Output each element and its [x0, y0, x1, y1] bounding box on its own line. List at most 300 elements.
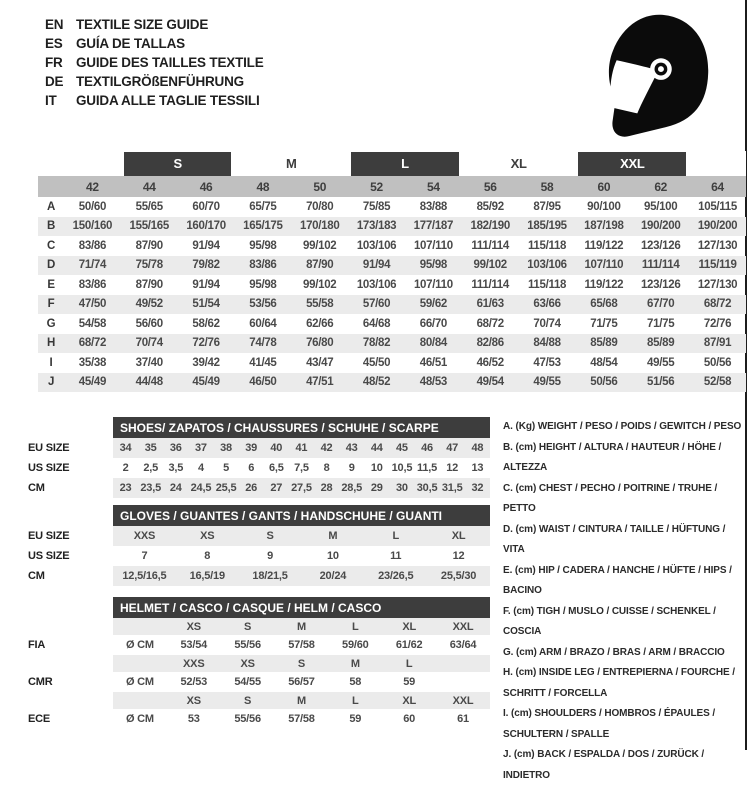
measure-value-cell: 68/72	[689, 295, 746, 315]
measure-value-cell: 66/70	[419, 317, 448, 330]
measure-value-cell: 46/52	[476, 356, 504, 369]
gloves-row-label: US SIZE	[28, 546, 113, 566]
shoes-value-cell: 25,5	[214, 478, 239, 498]
measure-value-cell: 37/40	[135, 356, 163, 369]
measure-value-cell: 91/94	[192, 239, 220, 252]
shoes-value-cell: 12	[440, 458, 465, 478]
measure-value-cell: 119/122	[584, 239, 624, 252]
language-title-list	[45, 15, 264, 110]
measure-value-cell: 47/50	[64, 295, 121, 315]
shoes-value-cell: 30,5	[415, 478, 440, 498]
measure-row-i	[38, 353, 746, 373]
size-group-cell	[462, 151, 576, 176]
measure-value-cell: 60/70	[192, 200, 220, 213]
helmet-diameter-label	[113, 692, 167, 709]
measure-value-cell: 41/45	[249, 356, 277, 369]
gloves-value-cell: 9	[239, 546, 302, 566]
measure-value-cell: 67/70	[632, 295, 689, 315]
shoes-value-cell: 7,5	[289, 458, 314, 478]
helmet-diameter-label: Ø CM	[113, 709, 167, 729]
helmet-value-cell: S	[221, 692, 275, 709]
gloves-value-cell: 11	[364, 546, 427, 566]
helmet-value-cell: S	[275, 655, 329, 672]
measure-value-cell: 83/86	[78, 278, 107, 291]
helmet-value-cell: S	[221, 618, 275, 635]
shoes-value-cell: 24	[163, 478, 188, 498]
measure-value-cell: 54/58	[78, 317, 107, 330]
measure-value-cell: 61/63	[462, 295, 519, 315]
gloves-value-cell: 20/24	[301, 566, 364, 586]
shoes-value-cell: 11,5	[415, 458, 440, 478]
spacer-cell	[689, 151, 746, 176]
measure-value-cell: 90/100	[587, 200, 621, 213]
shoes-value-cell: 2,5	[138, 458, 163, 478]
legend-item: D. (cm) WAIST / CINTURA / TAILLE / HÜFTUNG / VITA	[503, 523, 726, 555]
helmet-diameter-label: Ø CM	[113, 672, 167, 692]
gloves-value-cell: 25,5/30	[427, 566, 490, 586]
helmet-value-cell: XS	[167, 692, 221, 709]
measure-value-cell: 74/78	[234, 334, 291, 354]
measure-value-cell: 115/119	[689, 256, 746, 276]
gloves-table-body	[28, 505, 490, 586]
helmet-value-cell: XXL	[436, 618, 490, 635]
legend-item: I. (cm) SHOULDERS / HOMBROS / ÉPAULES / SCHULTERN / SPALLE	[503, 708, 716, 740]
measure-row-label: D	[38, 256, 64, 276]
shoes-value-cell: 45	[389, 438, 414, 458]
measure-value-cell: 87/91	[689, 334, 746, 354]
gloves-row-label: CM	[28, 566, 113, 586]
measure-row-label: E	[47, 278, 55, 291]
measure-value-cell: 103/106	[356, 278, 397, 291]
measure-value-cell: 55/58	[291, 295, 348, 315]
measure-row-label: I	[49, 356, 53, 369]
measure-value-cell: 59/62	[405, 295, 462, 315]
gloves-row	[28, 546, 490, 566]
shoes-table-body	[28, 417, 490, 498]
shoes-value-cell: 23,5	[138, 478, 163, 498]
shoes-value-cell: 6,5	[264, 458, 289, 478]
measure-value-cell: 165/175	[234, 217, 291, 237]
shoes-value-cell: 47	[440, 438, 465, 458]
measure-value-cell: 187/198	[575, 217, 632, 237]
helmet-standard-label	[28, 655, 113, 672]
measure-value-cell: 155/165	[121, 217, 178, 237]
legend-item: E. (cm) HIP / CADERA / HANCHE / HÜFTE / HIPS / BACINO	[503, 564, 732, 596]
shoes-value-cell: 23	[113, 478, 138, 498]
size-group-cell	[121, 151, 235, 176]
measure-row-label: J	[38, 373, 64, 393]
helmet-value-cell: XXS	[167, 655, 221, 672]
measure-value-cell: 35/38	[78, 356, 107, 369]
measure-value-cell: 71/75	[647, 317, 675, 330]
measure-row-h	[38, 334, 746, 354]
measure-value-cell: 87/90	[135, 239, 163, 252]
measure-row-d	[38, 256, 746, 276]
language-code: DE	[45, 74, 64, 89]
helmet-icon	[597, 10, 717, 138]
helmet-row-sizes	[28, 655, 490, 672]
measure-value-cell: 95/98	[249, 239, 277, 252]
size-header-cell: 42	[64, 176, 121, 197]
helmet-value-cell: 55/56	[221, 709, 275, 729]
shoes-row	[28, 478, 490, 498]
measure-value-cell: 83/86	[78, 239, 107, 252]
spacer-cell	[28, 597, 113, 618]
helmet-value-cell: 60	[382, 709, 436, 729]
helmet-value-cell: L	[382, 655, 436, 672]
measure-row-label: A	[46, 200, 55, 213]
gloves-row-label: EU SIZE	[28, 526, 113, 546]
measure-value-cell: 107/110	[413, 239, 453, 252]
helmet-value-cell: M	[275, 692, 329, 709]
gloves-value-cell: S	[239, 526, 302, 546]
gloves-value-cell: M	[301, 526, 364, 546]
helmet-value-cell: 59	[328, 709, 382, 729]
measure-value-cell: 127/130	[697, 239, 738, 252]
measure-value-cell: 99/102	[303, 239, 337, 252]
helmet-row-sizes	[28, 692, 490, 709]
size-header-cell: 48	[234, 176, 291, 197]
measure-value-cell: 52/58	[689, 373, 746, 393]
helmet-section-title: HELMET / CASCO / CASQUE / HELM / CASCO	[113, 597, 490, 618]
language-title: TEXTILE SIZE GUIDE	[76, 17, 209, 32]
measure-value-cell: 119/122	[584, 278, 624, 291]
measure-row-label: F	[38, 295, 64, 315]
shoes-value-cell: 9	[339, 458, 364, 478]
measure-value-cell: 123/126	[640, 239, 681, 252]
measure-value-cell: 111/114	[632, 256, 689, 276]
measure-row-c	[38, 236, 746, 256]
helmet-value-cell: 53	[167, 709, 221, 729]
measure-value-cell: 190/200	[689, 217, 746, 237]
measure-value-cell: 46/50	[234, 373, 291, 393]
legend-item: G. (cm) ARM / BRAZO / BRAS / ARM / BRACCIO	[503, 646, 725, 658]
shoes-value-cell: 10,5	[389, 458, 414, 478]
shoes-value-cell: 13	[465, 458, 490, 478]
gloves-row	[28, 526, 490, 546]
helmet-value-cell: 59/60	[328, 635, 382, 655]
helmet-value-cell: 61/62	[382, 635, 436, 655]
helmet-diameter-label	[113, 618, 167, 635]
helmet-row-ece	[28, 709, 490, 729]
measure-value-cell: 95/98	[249, 278, 277, 291]
measure-value-cell: 46/51	[419, 356, 448, 369]
language-row	[45, 15, 264, 34]
gloves-value-cell: 10	[301, 546, 364, 566]
measure-value-cell: 47/51	[291, 373, 348, 393]
helmet-row-fia	[28, 635, 490, 655]
corner-cell	[38, 176, 64, 197]
size-group-cell	[348, 151, 462, 176]
shoes-value-cell: 48	[465, 438, 490, 458]
measure-value-cell: 95/100	[644, 200, 678, 213]
helmet-value-cell: 59	[382, 672, 436, 692]
language-title: GUIDA ALLE TAGLIE TESSILI	[76, 93, 260, 108]
legend-item: H. (cm) INSIDE LEG / ENTREPIERNA / FOURCHE / SCHRITT / FORCELLA	[503, 667, 735, 699]
gloves-row	[28, 566, 490, 586]
measure-row-f	[38, 295, 746, 315]
helmet-value-cell: 63/64	[436, 635, 490, 655]
measure-value-cell: 50/60	[78, 200, 107, 213]
measure-value-cell: 115/118	[527, 239, 567, 252]
measure-value-cell: 44/48	[121, 373, 178, 393]
size-group-cell	[575, 151, 689, 176]
measure-value-cell: 95/98	[405, 256, 462, 276]
measure-row-j	[38, 373, 746, 393]
helmet-value-cell: M	[328, 655, 382, 672]
language-row	[45, 34, 264, 53]
measure-value-cell: 65/75	[249, 200, 277, 213]
shoes-value-cell: 26	[239, 478, 264, 498]
shoes-value-cell: 10	[364, 458, 389, 478]
shoes-value-cell: 8	[314, 458, 339, 478]
shoes-value-cell: 28	[314, 478, 339, 498]
spacer-cell	[28, 417, 113, 438]
measure-value-cell: 55/65	[135, 200, 163, 213]
helmet-value-cell: 58	[328, 672, 382, 692]
shoes-value-cell: 46	[415, 438, 440, 458]
size-header-cell: 54	[405, 176, 462, 197]
gloves-value-cell: 23/26,5	[364, 566, 427, 586]
measure-value-cell: 127/130	[697, 278, 738, 291]
measure-row-label: G	[46, 317, 56, 330]
shoes-row-label: CM	[28, 478, 113, 498]
helmet-value-cell: 53/54	[167, 635, 221, 655]
measure-value-cell: 65/68	[575, 295, 632, 315]
measure-row-e	[38, 275, 746, 295]
helmet-standard-label: FIA	[28, 635, 113, 655]
shoes-row	[28, 458, 490, 478]
helmet-value-cell: M	[275, 618, 329, 635]
language-code: FR	[45, 55, 63, 70]
shoes-value-cell: 2	[113, 458, 138, 478]
measure-value-cell: 63/66	[519, 295, 576, 315]
measure-value-cell: 84/88	[519, 334, 576, 354]
measure-value-cell: 70/80	[306, 200, 334, 213]
measure-value-cell: 75/78	[121, 256, 178, 276]
language-row	[45, 91, 264, 110]
legend-item: F. (cm) TIGH / MUSLO / CUISSE / SCHENKEL / COSCIA	[503, 605, 716, 637]
measure-value-cell: 49/55	[647, 356, 675, 369]
measure-value-cell: 170/180	[291, 217, 348, 237]
size-header-cell: 44	[121, 176, 178, 197]
helmet-row-cmr	[28, 672, 490, 692]
spacer-cell	[28, 505, 113, 526]
measure-value-cell: 160/170	[178, 217, 235, 237]
shoes-section-title: SHOES/ ZAPATOS / CHAUSSURES / SCHUHE / SCARPE	[113, 417, 490, 438]
measure-value-cell: 64/68	[362, 317, 391, 330]
language-title: GUÍA DE TALLAS	[76, 36, 185, 51]
measure-value-cell: 173/183	[348, 217, 405, 237]
helmet-table	[28, 597, 490, 729]
gloves-header-row	[28, 505, 490, 526]
shoes-value-cell: 39	[239, 438, 264, 458]
measure-value-cell: 48/54	[590, 356, 618, 369]
helmet-value-cell: 56/57	[275, 672, 329, 692]
gloves-value-cell: 12,5/16,5	[113, 566, 176, 586]
measure-value-cell: 43/47	[306, 356, 334, 369]
measure-value-cell: 49/54	[462, 373, 519, 393]
measure-value-cell: 87/95	[533, 200, 561, 213]
helmet-value-cell: XS	[167, 618, 221, 635]
helmet-value-cell: 55/56	[221, 635, 275, 655]
measure-value-cell: 51/54	[178, 295, 235, 315]
measure-value-cell: 111/114	[471, 278, 509, 291]
size-group-cell	[234, 151, 348, 176]
shoes-value-cell: 24,5	[188, 478, 213, 498]
shoes-value-cell: 6	[239, 458, 264, 478]
measure-value-cell: 45/50	[362, 356, 391, 369]
helmet-table-body	[28, 597, 490, 729]
measure-value-cell: 47/53	[533, 356, 561, 369]
language-code: IT	[45, 93, 57, 108]
measure-value-cell: 57/60	[348, 295, 405, 315]
helmet-diameter-label: Ø CM	[113, 635, 167, 655]
measure-value-cell: 75/85	[362, 200, 391, 213]
helmet-value-cell: 57/58	[275, 709, 329, 729]
gloves-value-cell: L	[364, 526, 427, 546]
helmet-standard-label	[28, 692, 113, 709]
measure-value-cell: 60/64	[249, 317, 277, 330]
measure-value-cell: 50/56	[703, 356, 732, 369]
gloves-value-cell: XXS	[113, 526, 176, 546]
size-header-cell: 52	[348, 176, 405, 197]
gloves-value-cell: 18/21,5	[239, 566, 302, 586]
helmet-value-cell	[436, 672, 490, 692]
helmet-value-cell: XS	[221, 655, 275, 672]
numeric-size-row	[38, 176, 746, 197]
helmet-value-cell: L	[328, 692, 382, 709]
measure-value-cell: 49/52	[121, 295, 178, 315]
measure-value-cell: 56/60	[135, 317, 163, 330]
helmet-value-cell	[436, 655, 490, 672]
helmet-value-cell: 52/53	[167, 672, 221, 692]
measure-value-cell: 82/86	[462, 334, 519, 354]
shoes-value-cell: 28,5	[339, 478, 364, 498]
measure-value-cell: 78/82	[348, 334, 405, 354]
size-header-cell: 62	[632, 176, 689, 197]
measure-value-cell: 76/80	[291, 334, 348, 354]
shoes-value-cell: 29	[364, 478, 389, 498]
spacer-cell	[38, 151, 121, 176]
size-header-cell: 56	[462, 176, 519, 197]
measure-value-cell: 91/94	[348, 256, 405, 276]
measure-row-a	[38, 197, 746, 217]
shoes-row	[28, 438, 490, 458]
measure-value-cell: 107/110	[575, 256, 632, 276]
language-code: EN	[45, 17, 64, 32]
helmet-value-cell: XL	[382, 692, 436, 709]
size-header-cell: 46	[178, 176, 235, 197]
measure-value-cell: 99/102	[462, 256, 519, 276]
language-code: ES	[45, 36, 63, 51]
shoes-value-cell: 27,5	[289, 478, 314, 498]
gloves-section-title: GLOVES / GUANTES / GANTS / HANDSCHUHE / GUANTI	[113, 505, 490, 526]
measure-row-b	[38, 217, 746, 237]
shoes-value-cell: 5	[214, 458, 239, 478]
measure-row-label: H	[38, 334, 64, 354]
legend-item: C. (cm) CHEST / PECHO / POITRINE / TRUHE / PETTO	[503, 482, 718, 514]
shoes-value-cell: 42	[314, 438, 339, 458]
size-group-label-m: M	[286, 155, 297, 171]
gloves-value-cell: 16,5/19	[176, 566, 239, 586]
measure-value-cell: 45/49	[178, 373, 235, 393]
size-group-label-s: S	[124, 152, 232, 176]
measure-value-cell: 70/74	[533, 317, 561, 330]
gloves-value-cell: XL	[427, 526, 490, 546]
shoes-value-cell: 31,5	[440, 478, 465, 498]
measure-value-cell: 123/126	[640, 278, 681, 291]
measure-value-cell: 70/74	[121, 334, 178, 354]
shoes-value-cell: 38	[214, 438, 239, 458]
measure-value-cell: 107/110	[413, 278, 453, 291]
measure-value-cell: 99/102	[303, 278, 337, 291]
language-title: TEXTILGRÖßENFÜHRUNG	[76, 74, 244, 89]
measure-value-cell: 115/118	[527, 278, 567, 291]
size-group-label-xl: XL	[510, 155, 527, 171]
measure-value-cell: 103/106	[519, 256, 576, 276]
measure-value-cell: 49/55	[519, 373, 576, 393]
shoes-value-cell: 40	[264, 438, 289, 458]
language-row	[45, 53, 264, 72]
gloves-value-cell: XS	[176, 526, 239, 546]
shoes-table	[28, 417, 490, 498]
measure-value-cell: 72/76	[178, 334, 235, 354]
legend-item: J. (cm) BACK / ESPALDA / DOS / ZURÜCK / INDIETRO	[503, 749, 705, 781]
measure-value-cell: 48/53	[405, 373, 462, 393]
measure-value-cell: 48/52	[348, 373, 405, 393]
helmet-value-cell: XXL	[436, 692, 490, 709]
gloves-value-cell: 12	[427, 546, 490, 566]
measure-value-cell: 85/92	[476, 200, 504, 213]
shoes-row-label: EU SIZE	[28, 438, 113, 458]
size-group-label-l: L	[351, 152, 459, 176]
size-group-label-xxl: XXL	[578, 152, 686, 176]
gloves-value-cell: 7	[113, 546, 176, 566]
legend-item: B. (cm) HEIGHT / ALTURA / HAUTEUR / HÖHE / ALTEZZA	[503, 441, 722, 473]
main-size-table-body	[38, 151, 746, 392]
measurement-legend	[503, 417, 748, 786]
measure-value-cell: 83/86	[234, 256, 291, 276]
shoes-value-cell: 27	[264, 478, 289, 498]
helmet-standard-label: ECE	[28, 709, 113, 729]
gloves-table	[28, 505, 490, 586]
measure-value-cell: 105/115	[698, 200, 737, 213]
shoes-value-cell: 30	[389, 478, 414, 498]
helmet-header-row	[28, 597, 490, 618]
measure-row-label: C	[46, 239, 55, 252]
measure-row-g	[38, 314, 746, 334]
helmet-value-cell: XL	[382, 618, 436, 635]
shoes-value-cell: 32	[465, 478, 490, 498]
measure-value-cell: 80/84	[405, 334, 462, 354]
helmet-value-cell: 61	[436, 709, 490, 729]
measure-value-cell: 111/114	[471, 239, 509, 252]
gloves-value-cell: 8	[176, 546, 239, 566]
shoes-value-cell: 37	[188, 438, 213, 458]
measure-value-cell: 83/88	[419, 200, 448, 213]
size-group-header-row	[38, 151, 746, 176]
measure-value-cell: 45/49	[64, 373, 121, 393]
measure-value-cell: 79/82	[178, 256, 235, 276]
main-size-table	[38, 151, 746, 392]
size-header-cell: 58	[519, 176, 576, 197]
helmet-value-cell: L	[328, 618, 382, 635]
measure-value-cell: 150/160	[64, 217, 121, 237]
helmet-value-cell: 57/58	[275, 635, 329, 655]
measure-value-cell: 103/106	[356, 239, 397, 252]
measure-value-cell: 91/94	[192, 278, 220, 291]
